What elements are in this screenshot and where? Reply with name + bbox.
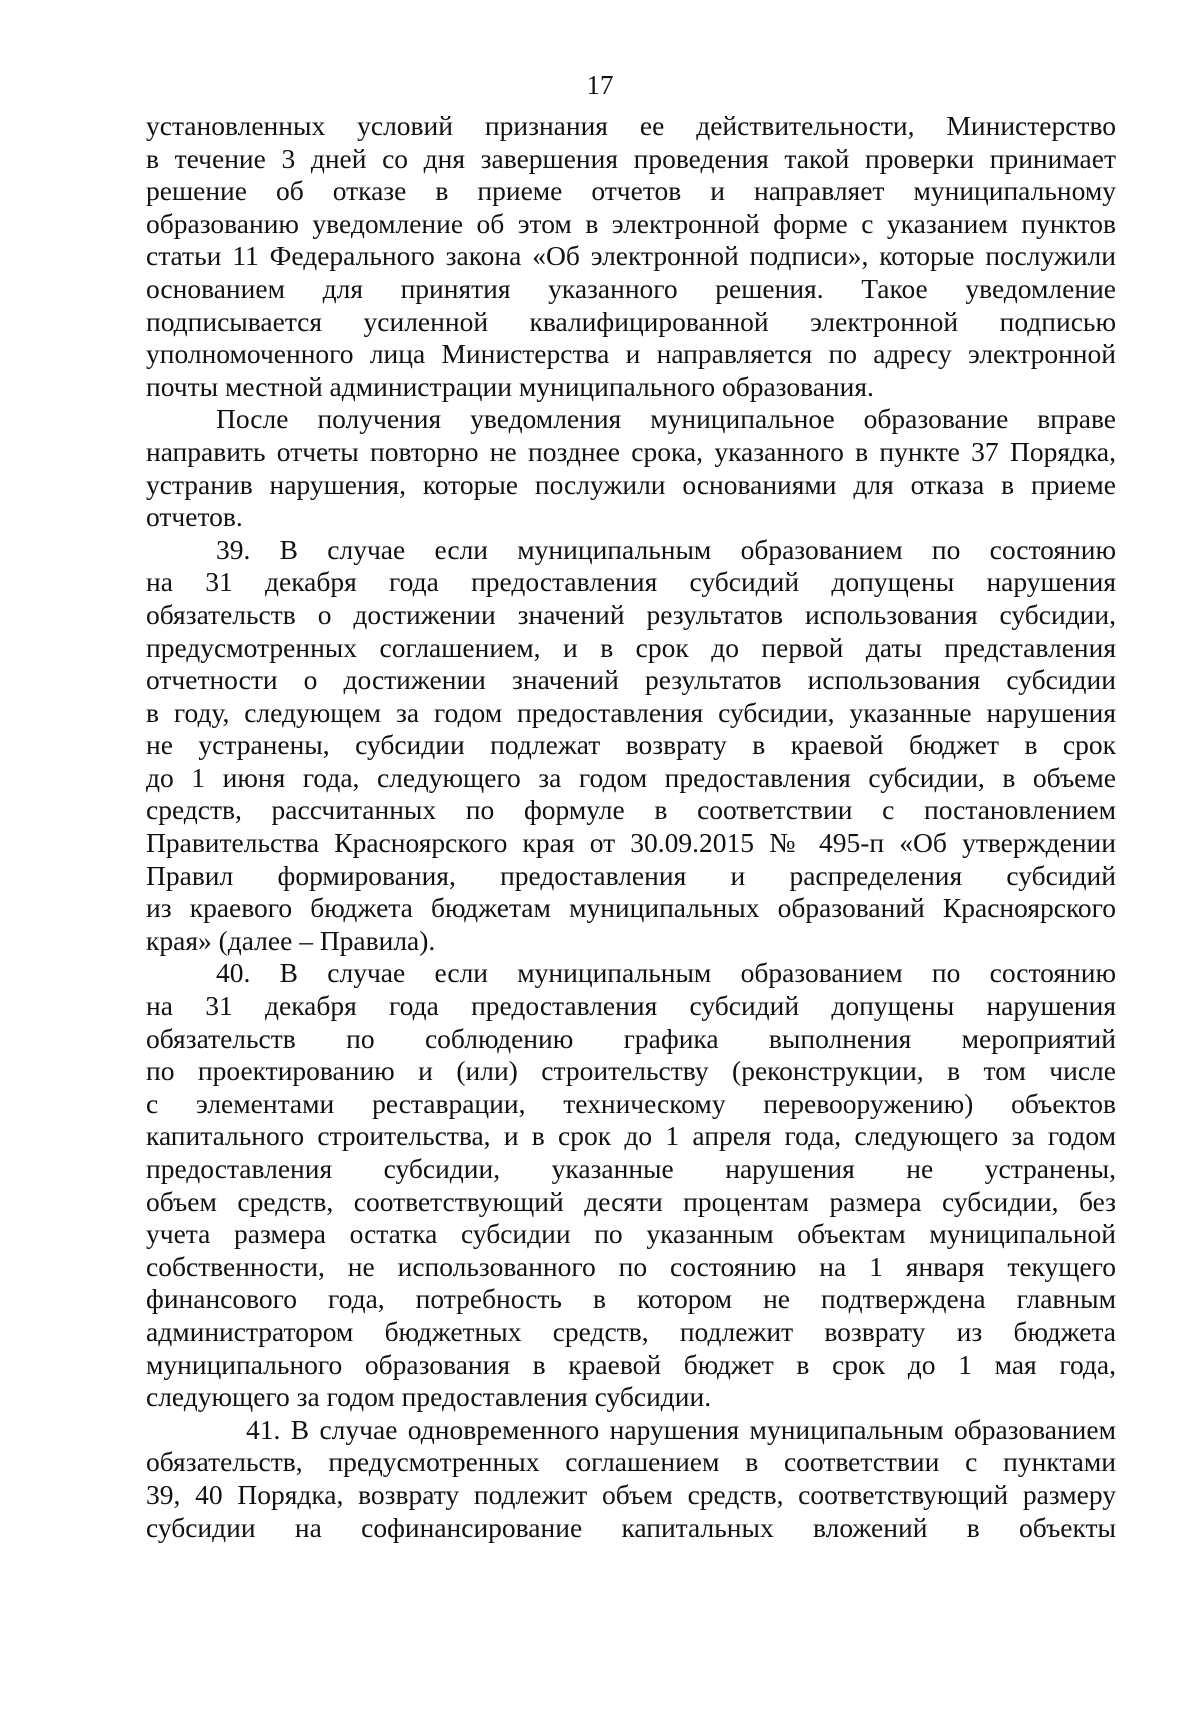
text-line: из краевого бюджета бюджетам муниципальных образований Красноярского: [146, 892, 1116, 924]
text-line: не устранены, субсидии подлежат возврату в краевой бюджет в срок: [146, 729, 1116, 761]
text-line: собственности, не использованного по состоянию на 1 января текущего: [146, 1250, 1116, 1282]
text-line: с элементами реставрации, техническому перевооружению) объектов: [146, 1087, 1116, 1119]
text-line: решение об отказе в приеме отчетов и направляет муниципальному: [146, 175, 1116, 207]
text-line: следующего за годом предоставления субсидии.: [146, 1381, 712, 1413]
text-line: почты местной администрации муниципального образования.: [146, 370, 874, 402]
text-line: обязательств, предусмотренных соглашением в соответствии с пунктами: [146, 1446, 1116, 1478]
paragraph-item-40: [146, 957, 1116, 1413]
text-line: Правил формирования, предоставления и распределения субсидий: [146, 859, 1116, 891]
text-line: средств, рассчитанных по формуле в соответствии с постановлением: [146, 794, 1116, 826]
text-line: 41. В случае одновременного нарушения муниципальным образованием: [246, 1413, 1116, 1445]
text-line: 39. В случае если муниципальным образованием по состоянию: [216, 533, 1116, 565]
document-body: [146, 110, 1116, 1544]
text-line: уполномоченного лица Министерства и направляется по адресу электронной: [146, 338, 1116, 370]
text-line: После получения уведомления муниципальное образование вправе: [216, 403, 1116, 435]
text-line: администратором бюджетных средств, подлежит возврату из бюджета: [146, 1315, 1116, 1347]
text-line: объем средств, соответствующий десяти процентам размера субсидии, без: [146, 1185, 1116, 1217]
text-line: муниципального образования в краевой бюджет в срок до 1 мая года,: [146, 1348, 1116, 1380]
text-line: отчетности о достижении значений результатов использования субсидии: [146, 664, 1116, 696]
text-line: основанием для принятия указанного решения. Такое уведомление: [146, 272, 1116, 304]
text-line: обязательств по соблюдению графика выполнения мероприятий: [146, 1022, 1116, 1054]
text-line: по проектированию и (или) строительству (реконструкции, в том числе: [146, 1055, 1116, 1087]
text-line: в течение 3 дней со дня завершения проведения такой проверки принимает: [146, 142, 1116, 174]
text-line: направить отчеты повторно не позднее срока, указанного в пункте 37 Порядка,: [146, 435, 1116, 467]
text-line: Правительства Красноярского края от 30.09.2015 № 495-п «Об утверждении: [146, 827, 1116, 859]
text-line: до 1 июня года, следующего за годом предоставления субсидии, в объеме: [146, 761, 1116, 793]
text-line: 40. В случае если муниципальным образованием по состоянию: [216, 957, 1116, 989]
text-line: на 31 декабря года предоставления субсидий допущены нарушения: [146, 990, 1116, 1022]
text-line: предоставления субсидии, указанные нарушения не устранены,: [146, 1153, 1116, 1184]
text-line: в году, следующем за годом предоставления субсидии, указанные нарушения: [146, 696, 1116, 728]
text-line: образованию уведомление об этом в электронной форме с указанием пунктов: [146, 207, 1116, 239]
paragraph-continuation: [146, 110, 1116, 403]
paragraph-notification: [146, 403, 1116, 533]
text-line: капитального строительства, и в срок до 1 апреля года, следующего за годом: [146, 1120, 1116, 1152]
text-line: учета размера остатка субсидии по указанным объектам муниципальной: [146, 1218, 1116, 1250]
text-line: отчетов.: [146, 501, 243, 533]
page-number: 17: [586, 70, 614, 100]
text-line: обязательств о достижении значений результатов использования субсидии,: [146, 598, 1116, 630]
text-line: установленных условий признания ее действительности, Министерство: [146, 110, 1116, 141]
text-line: субсидии на софинансирование капитальных вложений в объекты: [146, 1511, 1116, 1543]
paragraph-item-39: [146, 534, 1116, 958]
paragraph-item-41: [146, 1414, 1116, 1544]
text-line: края» (далее – Правила).: [146, 924, 436, 956]
text-line: 39, 40 Порядка, возврату подлежит объем средств, соответствующий размеру: [146, 1478, 1116, 1510]
text-line: на 31 декабря года предоставления субсидий допущены нарушения: [146, 566, 1116, 598]
text-line: подписывается усиленной квалифицированной электронной подписью: [146, 305, 1116, 337]
text-line: предусмотренных соглашением, и в срок до первой даты представления: [146, 631, 1116, 663]
text-line: статьи 11 Федерального закона «Об электронной подписи», которые послужили: [146, 240, 1116, 272]
text-line: устранив нарушения, которые послужили основаниями для отказа в приеме: [146, 468, 1116, 500]
text-line: финансового года, потребность в котором не подтверждена главным: [146, 1283, 1116, 1315]
